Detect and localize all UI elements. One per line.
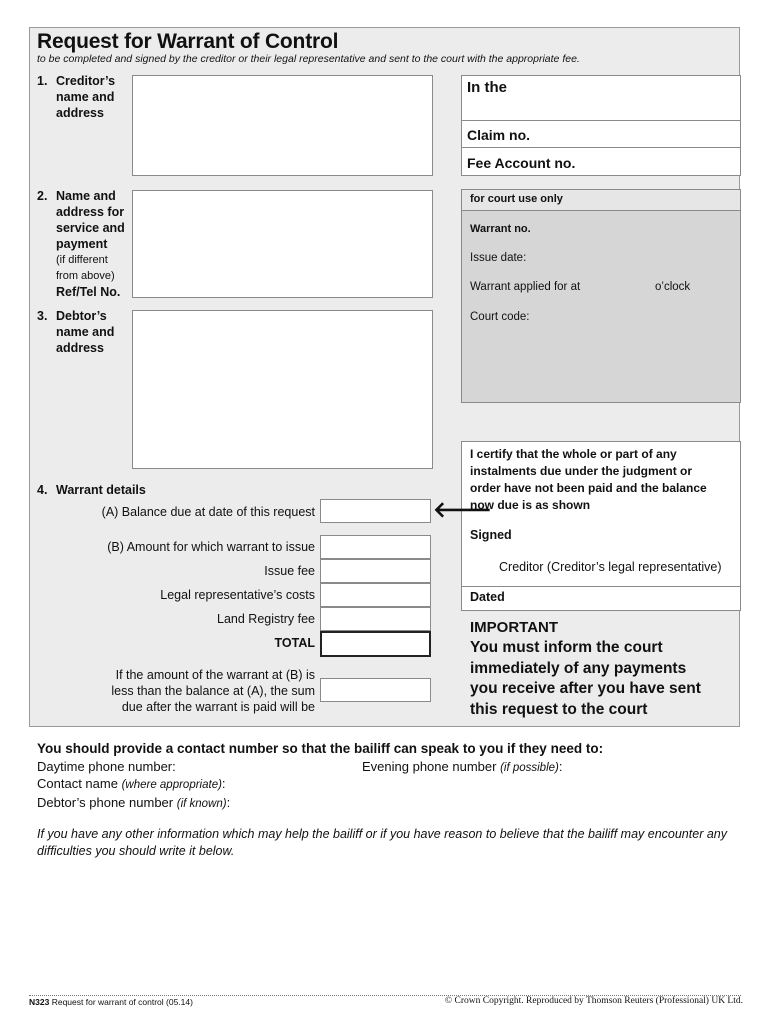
daytime-phone-label: Daytime phone number: — [37, 759, 176, 774]
daytime-phone-field[interactable] — [180, 757, 355, 775]
debtor-phone-text: Debtor’s phone number — [37, 795, 174, 810]
footer-form-code: N323 — [29, 997, 50, 1007]
important-line: this request to the court — [470, 700, 648, 718]
debtor-phone-field[interactable] — [242, 793, 542, 811]
certify-line: order have not been paid and the balance — [470, 481, 707, 495]
land-registry-label: Land Registry fee — [217, 612, 315, 626]
section-2-number: 2. — [37, 189, 48, 203]
form-subtitle: to be completed and signed by the creditor or their legal representative and sent to the court with the appropriate fee. — [37, 53, 580, 65]
claim-no-field[interactable] — [461, 120, 741, 148]
claim-no-label: Claim no. — [467, 127, 531, 143]
ref-tel-label: Ref/Tel No. — [56, 285, 121, 299]
certify-line: instalments due under the judgment or — [470, 464, 693, 478]
issue-fee-label: Issue fee — [264, 564, 315, 578]
footer-form-name: Request for warrant of control (05.14) — [51, 997, 193, 1007]
balance-note-line: If the amount of the warrant at (B) is — [115, 668, 315, 682]
other-info-field[interactable] — [37, 865, 737, 985]
court-code-label: Court code: — [470, 311, 530, 323]
section-2-line: address for — [56, 205, 125, 219]
section-1-line: Creditor’s — [56, 74, 116, 88]
creditor-role-label: Creditor (Creditor’s legal representative) — [499, 560, 722, 574]
issue-date-label: Issue date: — [470, 252, 527, 264]
section-2-line: Name and — [56, 189, 116, 203]
evening-phone-text: Evening phone number — [362, 759, 497, 774]
total-field[interactable] — [320, 631, 431, 657]
section-4-number: 4. — [37, 483, 48, 497]
balance-note — [40, 667, 315, 715]
debtor-phone-note: (if known) — [176, 798, 227, 810]
total-label: TOTAL — [274, 636, 315, 650]
balance-due-field[interactable] — [320, 499, 431, 523]
signed-label: Signed — [470, 528, 512, 542]
amount-b-label: (B) Amount for which warrant to issue — [107, 540, 315, 554]
contact-heading: You should provide a contact number so that the bailiff can speak to you if they need to: — [37, 741, 604, 756]
certify-line: I certify that the whole or part of any — [470, 447, 677, 461]
applied-at-label: Warrant applied for at — [470, 281, 581, 293]
issue-fee-field[interactable] — [320, 559, 431, 583]
section-3-label — [56, 308, 114, 356]
colon: : — [558, 759, 563, 774]
important-text — [470, 638, 701, 720]
form-title: Request for Warrant of Control — [37, 30, 339, 53]
section-3-line: Debtor’s — [56, 309, 107, 323]
colon: : — [221, 776, 226, 791]
important-heading: IMPORTANT — [470, 619, 559, 636]
in-the-field[interactable] — [461, 75, 741, 121]
land-registry-field[interactable] — [320, 607, 431, 631]
legal-costs-field[interactable] — [320, 583, 431, 607]
contact-name-label — [37, 776, 226, 791]
fee-account-label: Fee Account no. — [467, 155, 576, 171]
court-use-box — [461, 189, 741, 403]
oclock-label: o’clock — [655, 281, 691, 293]
section-3-line: name and — [56, 325, 115, 339]
amount-b-field[interactable] — [320, 535, 431, 559]
warrant-no-label: Warrant no. — [470, 223, 531, 235]
certify-statement — [470, 446, 707, 514]
section-1-number: 1. — [37, 74, 48, 88]
section-1-line: address — [56, 106, 104, 120]
court-use-header: for court use only — [461, 189, 741, 211]
evening-phone-field[interactable] — [570, 757, 740, 775]
colon: : — [226, 795, 231, 810]
contact-name-text: Contact name — [37, 776, 118, 791]
important-line: immediately of any payments — [470, 659, 687, 677]
section-3-number: 3. — [37, 309, 48, 323]
arrow-left-icon: 🡐 — [433, 497, 492, 522]
fee-account-field[interactable] — [461, 147, 741, 176]
important-line: You must inform the court — [470, 639, 663, 656]
contact-name-note: (where appropriate) — [121, 779, 222, 791]
dated-divider — [461, 586, 741, 587]
section-3-line: address — [56, 341, 104, 355]
section-2-subline: (if different — [56, 254, 108, 266]
balance-note-line: due after the warrant is paid will be — [121, 700, 315, 714]
section-1-line: name and — [56, 90, 115, 104]
section-2-line: service and — [56, 221, 125, 235]
debtor-phone-label — [37, 795, 230, 810]
legal-costs-label: Legal representative’s costs — [160, 588, 315, 602]
evening-phone-note: (if possible) — [500, 762, 559, 774]
important-line: you receive after you have sent — [470, 680, 701, 697]
section-2-label — [56, 188, 125, 300]
section-4-label: Warrant details — [56, 483, 146, 497]
section-1-label — [56, 73, 115, 121]
other-info-text: If you have any other information which may help the bailiff or if you have reason to believe that the bailiff may encounter any difficulties you should write it below. — [37, 827, 727, 858]
in-the-label: In the — [467, 79, 507, 96]
footer-copyright: © Crown Copyright. Reproduced by Thomson Reuters (Professional) UK Ltd. — [444, 996, 743, 1006]
creditor-address-field[interactable] — [132, 75, 433, 176]
footer-form-ref — [29, 997, 193, 1007]
evening-phone-label — [362, 759, 563, 774]
section-2-subline: from above) — [56, 270, 115, 282]
dated-label: Dated — [470, 590, 505, 604]
service-address-field[interactable] — [132, 190, 433, 298]
contact-name-field[interactable] — [232, 774, 532, 792]
section-2-line: payment — [56, 237, 108, 251]
remaining-balance-field[interactable] — [320, 678, 431, 702]
debtor-address-field[interactable] — [132, 310, 433, 469]
balance-due-label: (A) Balance due at date of this request — [101, 505, 315, 519]
certify-line: now due is as shown — [470, 498, 591, 512]
balance-note-line: less than the balance at (A), the sum — [111, 684, 315, 698]
